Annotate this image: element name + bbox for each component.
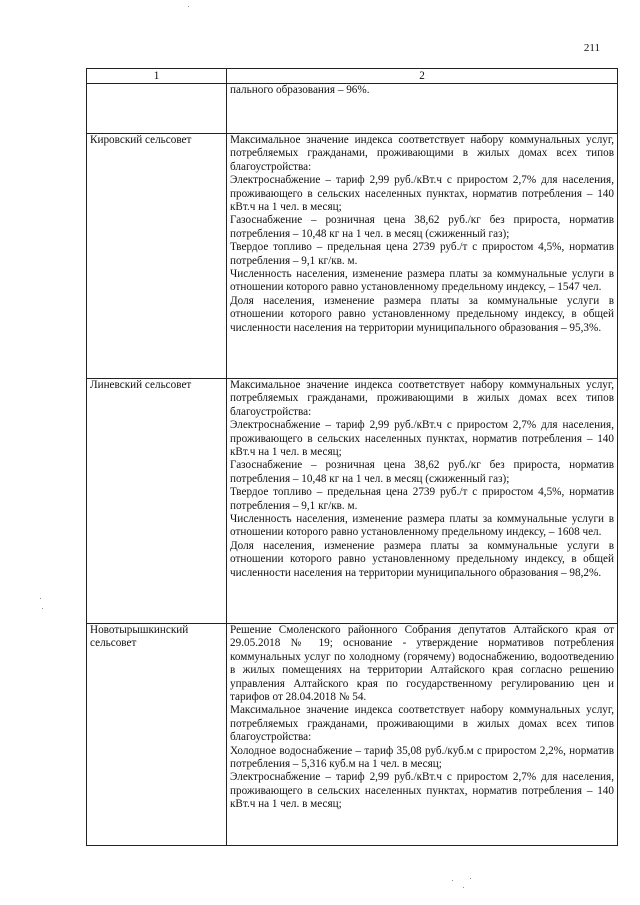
scan-speck [40,598,41,599]
description-paragraph: Численность населения, изменение размера платы за коммунальные услуги в отношении которого равно установленному предельному индексу, – 1547 чел. [230,268,614,294]
description-paragraph: Электроснабжение – тариф 2,99 руб./кВт.ч с приростом 2,7% для населения, проживающего в сельских населенных пунктах, норматив потребления – 140 кВт.ч на 1 чел. в месяц; [230,419,614,459]
index-description [227,624,618,846]
scan-speck [188,6,189,7]
description-paragraph: Численность населения, изменение размера платы за коммунальные услуги в отношении которого равно установленному предельному индексу, – 1608 чел. [230,513,614,539]
description-paragraph: Электроснабжение – тариф 2,99 руб./кВт.ч с приростом 2,7% для населения, проживающего в сельских населенных пунктах, норматив потребления – 140 кВт.ч на 1 чел. в месяц; [230,771,614,811]
description-paragraph: Решение Смоленского районного Собрания депутатов Алтайского края от 29.05.2018 № 19; основание - утверждение нормативов потребления коммунальных услуг по холодному (горячему) водоснабжению, водоотведению в жилых помещениях на территории Алтайского края согласно решению управления Алтайского края по государственному регулированию цен и тарифов от 28.04.2018 № 54. [230,624,614,704]
table-row [87,84,618,134]
municipality-name: Новотырышкинский сельсовет [87,624,227,846]
index-description [227,84,618,134]
description-paragraph: Твердое топливо – предельная цена 2739 руб./т с приростом 4,5%, норматив потребления – 9,1 кг/кв. м. [230,486,614,512]
index-description [227,134,618,379]
header-col-1: 1 [87,69,227,84]
table-row [87,379,618,624]
index-description [227,379,618,624]
description-paragraph: Холодное водоснабжение – тариф 35,08 руб./куб.м с приростом 2,2%, норматив потребления – 5,316 куб.м на 1 чел. в месяц; [230,744,614,771]
description-paragraph: Газоснабжение – розничная цена 38,62 руб./кг без прироста, норматив потребления – 10,48 кг на 1 чел. в месяц (сжиженный газ); [230,459,614,485]
page-number: 211 [583,42,600,54]
scan-speck [452,880,453,881]
description-paragraph: Максимальное значение индекса соответствует набору коммунальных услуг, потребляемых гражданами, проживающими в жилых домах всех типов благоустройства: [230,379,614,418]
municipality-name: Линевский сельсовет [87,379,227,624]
description-paragraph: Электроснабжение – тариф 2,99 руб./кВт.ч с приростом 2,7% для населения, проживающего в сельских населенных пунктах, норматив потребления – 140 кВт.ч на 1 чел. в месяц; [230,174,614,214]
description-paragraph: Максимальное значение индекса соответствует набору коммунальных услуг, потребляемых гражданами, проживающими в жилых домах всех типов благоустройства: [230,704,614,744]
description-paragraph: Доля населения, изменение размера платы за коммунальные услуги в отношении которого равно установленному предельному индексу, в общей численности населения на территории муниципального образования – 95,3%. [230,294,614,334]
municipality-index-table [86,68,618,846]
table-row [87,134,618,379]
description-paragraph: Доля населения, изменение размера платы за коммунальные услуги в отношении которого равно установленному предельному индексу, в общей численности населения на территории муниципального образования – 98,2%. [230,539,614,579]
description-paragraph: Максимальное значение индекса соответствует набору коммунальных услуг, потребляемых гражданами, проживающими в жилых домах всех типов благоустройства: [230,134,614,173]
description-paragraph: Газоснабжение – розничная цена 38,62 руб./кг без прироста, норматив потребления – 10,48 кг на 1 чел. в месяц (сжиженный газ); [230,214,614,240]
table-row [87,624,618,846]
scan-speck [463,887,464,888]
scan-speck [42,608,43,609]
header-col-2: 2 [227,69,618,84]
municipality-name: Кировский сельсовет [87,134,227,379]
description-paragraph: Твердое топливо – предельная цена 2739 руб./т с приростом 4,5%, норматив потребления – 9,1 кг/кв. м. [230,241,614,267]
scan-speck [470,878,471,879]
table-header-row [87,69,618,84]
municipality-name [87,84,227,134]
description-paragraph: пального образования – 96%. [230,84,370,96]
